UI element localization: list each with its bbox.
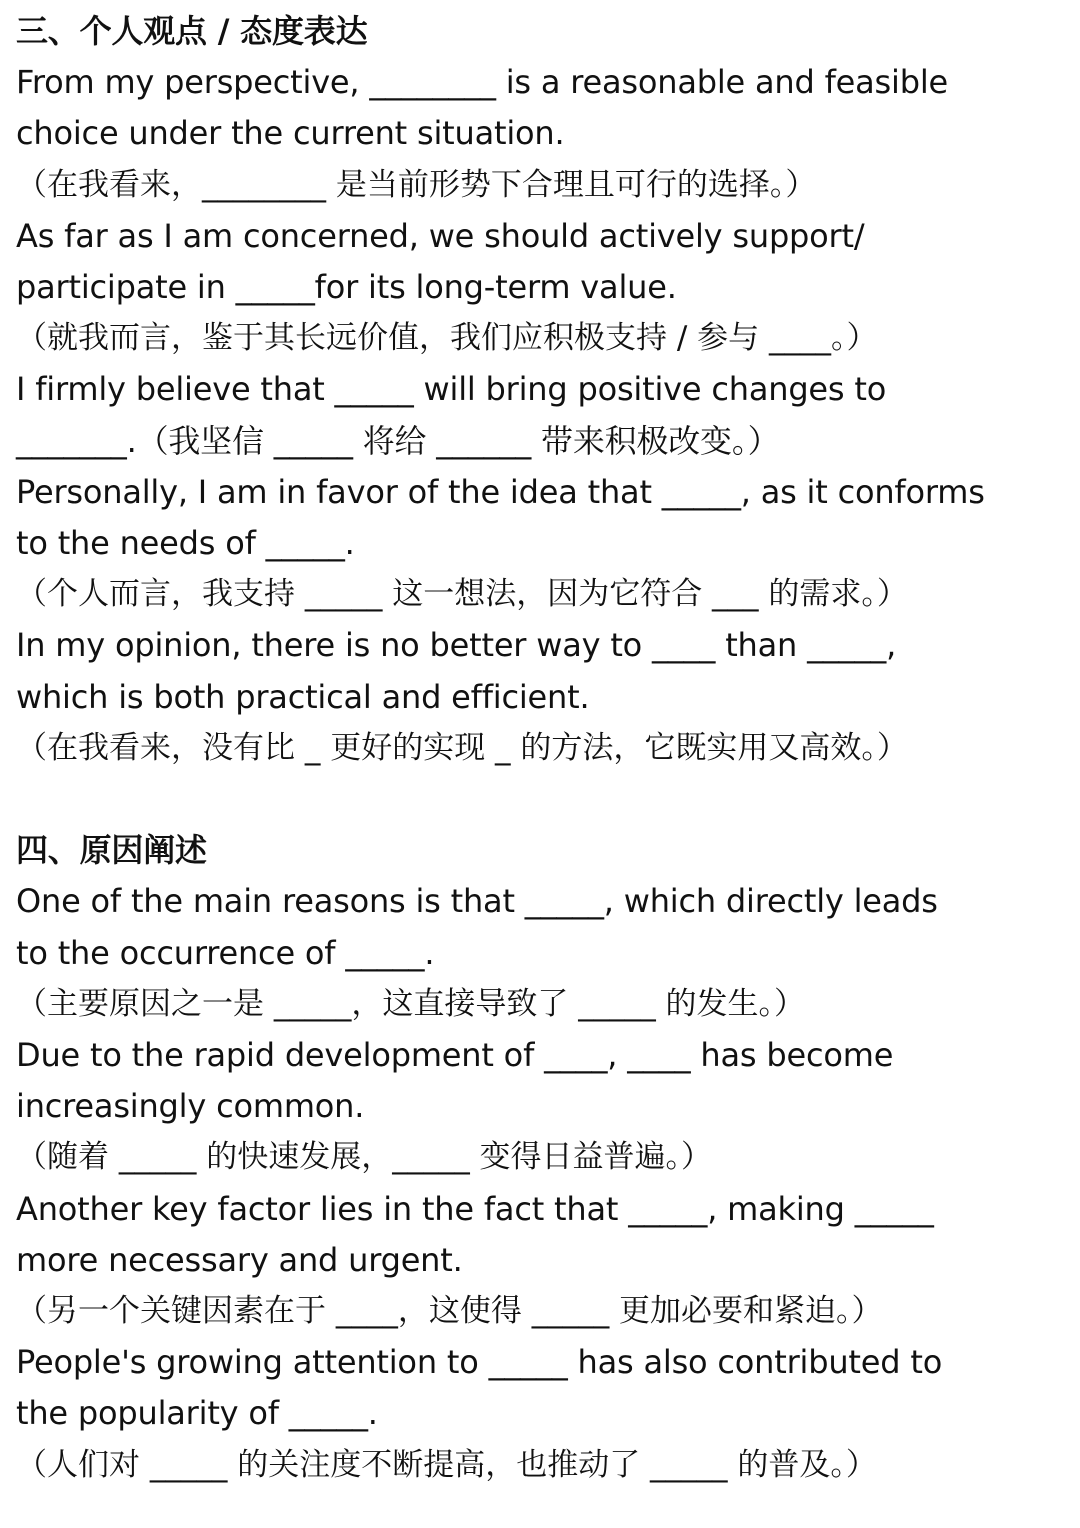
text-line: choice under the current situation. [16,114,565,153]
text-line: One of the main reasons is that _____, which directly leads [16,882,938,921]
text-line: As far as I am concerned, we should actively support/ [16,216,865,255]
text-line: Another key factor lies in the fact that _____, making _____ [16,1189,934,1228]
translation-line: （另一个关键因素在于 ____，这使得 _____ 更加必要和紧迫。） [16,1293,883,1330]
translation-line: （随着 _____ 的快速发展，_____ 变得日益普遍。） [16,1139,713,1176]
text-line: Due to the rapid development of ____, ____ has become [16,1036,894,1075]
translation-line: （人们对 _____ 的关注度不断提高，也推动了 _____ 的普及。） [16,1446,877,1483]
text-line: In my opinion, there is no better way to ____ than _____, [16,626,897,665]
text-line: to the occurrence of _____. [16,933,435,972]
translation-line: （主要原因之一是 _____，这直接导致了 _____ 的发生。） [16,985,806,1022]
text-line: to the needs of _____. [16,524,355,563]
section-heading: 四、原因阐述 [16,831,207,870]
text-line: which is both practical and efficient. [16,677,590,716]
text-line: From my perspective, ________ is a reasonable and feasible [16,63,948,102]
text-line: _______.（我坚信 _____ 将给 ______ 带来积极改变。） [16,421,780,460]
translation-line: （在我看来，没有比 _ 更好的实现 _ 的方法，它既实用又高效。） [16,729,908,766]
text-line: the popularity of _____. [16,1394,378,1433]
text-line: more necessary and urgent. [16,1240,463,1279]
translation-line: （在我看来，________ 是当前形势下合理且可行的选择。） [16,166,817,203]
text-line: I firmly believe that _____ will bring positive changes to [16,370,887,409]
section-reasons [16,825,1072,1491]
text-line: participate in _____for its long-term value. [16,268,677,307]
text-line: People's growing attention to _____ has also contributed to [16,1343,943,1382]
translation-line: （个人而言，我支持 _____ 这一想法，因为它符合 ___ 的需求。） [16,576,908,613]
section-heading: 三、个人观点 / 态度表达 [16,12,368,50]
translation-line: （就我而言，鉴于其长远价值，我们应积极支持 / 参与 ____。） [16,320,878,357]
section-opinion [16,6,1072,774]
section-divider [16,774,1072,825]
text-line: Personally, I am in favor of the idea that _____, as it conforms [16,472,985,511]
text-line: increasingly common. [16,1087,365,1126]
